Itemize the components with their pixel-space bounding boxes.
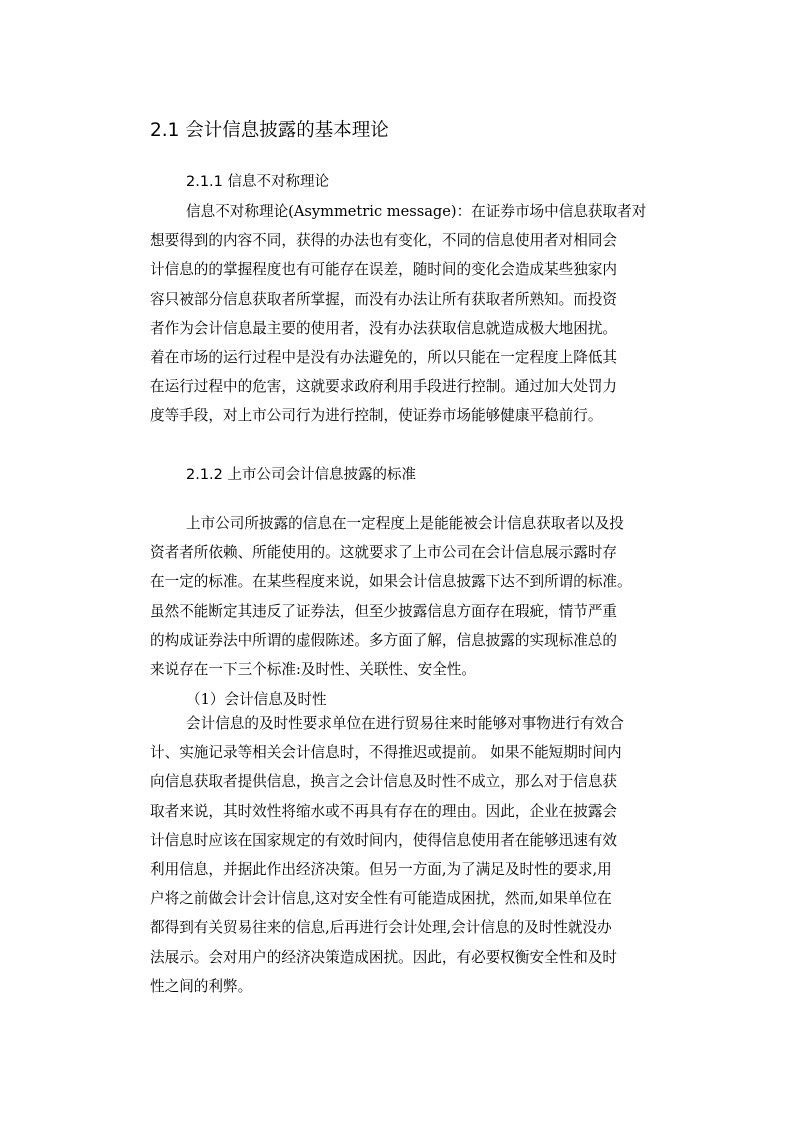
paragraph-line: 者作为会计信息最主要的使用者，没有办法获取信息就造成极大地困扰。 [150,319,618,337]
paragraph-line: 法展示。会对用户的经济决策造成困扰。因此，有必要权衡安全性和及时 [150,948,618,966]
paragraph-line: 户将之前做会计会计信息,这对安全性有可能造成困扰，然而,如果单位在 [150,890,612,908]
paragraph-line: 会计信息的及时性要求单位在进行贸易往来时能够对事物进行有效合 [186,715,624,732]
paragraph-line: 资者者所依赖、所能使用的。这就要求了上市公司在会计信息展示露时存 [150,544,618,562]
paragraph-line: 虽然不能断定其违反了证券法，但至少披露信息方面存在瑕疵，情节严重 [150,602,618,620]
paragraph-information-asymmetry [150,197,646,431]
paragraph-line: 取者来说，其时效性将缩水或不再具有存在的理由。因此，企业在披露会 [150,802,618,820]
paragraph-line: 来说存在一下三个标准:及时性、关联性、安全性。 [150,661,476,679]
paragraph-line: 的构成证券法中所谓的虚假陈述。多方面了解，信息披露的实现标准总的 [150,631,618,649]
subsection-title-1: 2.1.1 信息不对称理论 [186,174,330,190]
paragraph-timeliness [150,709,646,1001]
paragraph-line: 容只被部分信息获取者所掌握，而没有办法让所有获取者所熟知。而投资 [150,290,618,308]
paragraph-line: 向信息获取者提供信息，换言之会计信息及时性不成立，那么对于信息获 [150,773,618,791]
paragraph-line: 计信息的的掌握程度也有可能存在误差，随时间的变化会造成某些独家内 [150,261,618,279]
paragraph-line: 在一定的标准。在某些程度来说，如果会计信息披露下达不到所谓的标准。 [150,573,632,591]
paragraph-line: 着在市场的运行过程中是没有办法避免的，所以只能在一定程度上降低其 [150,349,618,367]
paragraph-line: 计、实施记录等相关会计信息时，不得推迟或提前。 如果不能短期时间内 [150,744,622,762]
paragraph-disclosure-standards [150,509,646,684]
paragraph-line: 在运行过程中的危害，这就要求政府利用手段进行控制。通过加大处罚力 [150,378,618,396]
paragraph-line: 计信息时应该在国家规定的有效时间内，使得信息使用者在能够迅速有效 [150,831,618,849]
section-heading: 2.1 会计信息披露的基本理论 [150,120,389,141]
subitem-timeliness-title: （1）会计信息及时性 [186,691,327,708]
paragraph-line: 利用信息，并据此作出经济决策。但另一方面,为了满足及时性的要求,用 [150,861,612,879]
paragraph-line: 度等手段，对上市公司行为进行控制，使证券市场能够健康平稳前行。 [150,407,603,425]
paragraph-line: 都得到有关贸易往来的信息,后再进行会计处理,会计信息的及时性就没办 [150,919,612,937]
subsection-title-2: 2.1.2 上市公司会计信息披露的标准 [186,467,417,483]
paragraph-line: 性之间的利弊。 [150,977,253,995]
paragraph-line: 上市公司所披露的信息在一定程度上是能能被会计信息获取者以及投 [186,515,624,532]
paragraph-line: 信息不对称理论(Asymmetric message)：在证券市场中信息获取者对 [186,203,646,220]
paragraph-line: 想要得到的内容不同，获得的办法也有变化，不同的信息使用者对相同会 [150,232,618,250]
